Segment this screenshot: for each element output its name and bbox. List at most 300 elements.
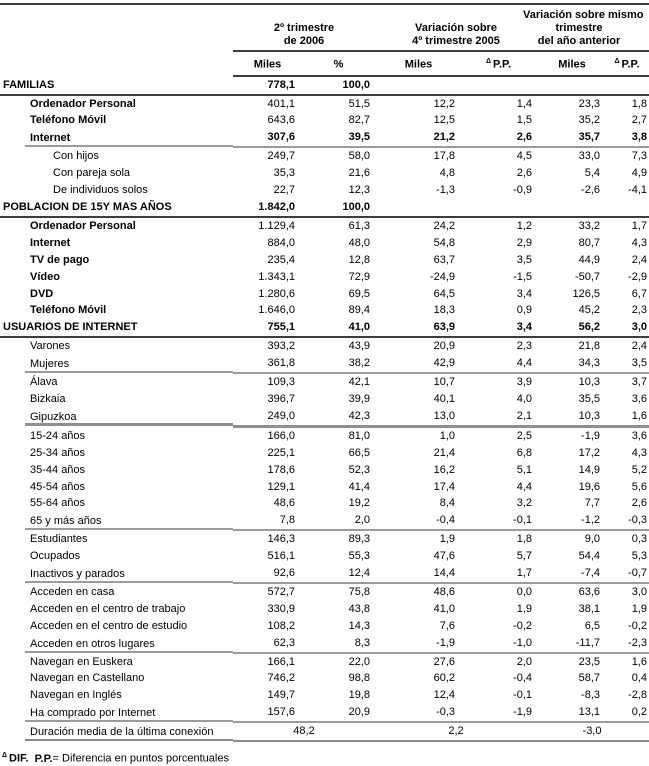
row-label: FAMILIAS [0,76,233,95]
cell-value: 34,3 [537,355,605,373]
table-row [0,565,649,583]
cell-value: 14,4 [375,565,460,583]
cell-value: 10,3 [537,408,605,426]
cell-value: 13,1 [537,704,605,722]
cell-value: 20,9 [300,704,375,722]
table-row [0,269,649,286]
cell-value [605,199,649,217]
cell-value: -24,9 [429,270,455,283]
cell-value: -2,8 [628,689,648,702]
cell-value: 17,8 [433,150,455,163]
cell-value: 1,7 [631,219,648,232]
cell-value: 225,1 [267,446,295,459]
row-label: DVD [30,287,54,300]
row-label: 45-54 años [30,480,86,493]
table-row [0,235,649,252]
cell-value: 149,7 [267,689,295,702]
cell-value: 16,2 [433,463,455,476]
cell-value: 40,1 [433,392,455,405]
cell-value: 396,7 [267,392,295,405]
row-label: Teléfono Móvil [30,304,107,317]
cell-value: 1,9 [631,602,648,615]
cell-value: 2,0 [516,655,533,668]
cell-value: -11,7 [537,635,605,653]
cell-value: -3,0 [537,722,649,741]
row-label: TV de pago [30,253,90,266]
cell-value: 56,2 [537,319,605,337]
cell-value: 3,5 [605,355,649,373]
cell-value: 3,4 [460,319,537,337]
cell-value: 643,6 [267,114,295,127]
table-row [0,704,649,722]
cell-value: 42,3 [300,408,375,426]
cell-value: 572,7 [267,585,295,598]
row-label: Mujeres [0,355,233,373]
subheader-pp-2: $^\Delta$ P.P. [605,51,649,76]
table-row [0,462,649,479]
row-label: Ocupados [30,550,81,563]
cell-value: 4,4 [516,480,533,493]
cell-value: -0,3 [375,704,460,722]
cell-value: 12,8 [348,253,370,266]
row-label: Ha comprado por Internet [0,704,233,722]
table-row [0,129,649,147]
cell-value: 2,5 [516,429,533,442]
cell-value: 109,3 [267,376,295,389]
cell-value: 41,0 [300,319,375,337]
cell-value: 4,0 [516,392,533,405]
cell-value: 7,6 [439,619,455,632]
cell-value: 43,9 [348,340,370,353]
subheader-pct: % [300,51,375,76]
cell-value: -0,4 [375,512,460,530]
cell-value: 38,1 [578,602,601,615]
cell-value: 21,8 [578,340,601,353]
cell-value: 778,1 [233,76,300,95]
cell-value: 21,2 [375,129,460,147]
table-row [0,495,649,512]
cell-value: 9,0 [584,533,601,546]
cell-value: -1,9 [581,429,601,442]
cell-value: 8,3 [300,635,375,653]
cell-value: 14,3 [348,619,370,632]
cell-value: 52,3 [348,463,370,476]
cell-value [605,76,649,95]
table-body [0,76,649,741]
cell-value: 20,9 [433,340,455,353]
cell-value: 22,7 [273,184,295,197]
row-label: POBLACION DE 15Y MAS AÑOS [0,199,233,217]
cell-value: 54,8 [433,236,455,249]
cell-value: 58,0 [348,150,370,163]
delta-marker: Δ [614,58,620,65]
cell-value: 1,6 [605,408,649,426]
cell-value: 12,2 [433,97,455,110]
row-label: Gipuzkoa [0,408,233,426]
cell-value: 249,0 [233,408,300,426]
table-row [0,408,649,426]
cell-value: 98,8 [348,672,370,685]
cell-value: 126,5 [572,287,601,300]
cell-value: 401,1 [267,97,295,110]
cell-value: -1,3 [436,184,455,197]
cell-value: 1.129,4 [258,219,295,232]
cell-value: 1,4 [516,97,533,110]
cell-value: 2,6 [631,497,648,510]
cell-value: 1.646,0 [258,304,295,317]
cell-value: 0,0 [516,585,533,598]
row-label: Ordenador Personal [30,97,136,110]
row-label: Álava [30,376,58,389]
cell-value: -0,2 [513,619,533,632]
cell-value: 3,0 [631,585,648,598]
cell-value: 35,5 [578,392,601,405]
cell-value: -0,1 [460,512,537,530]
cell-value: 1,6 [631,655,648,668]
cell-value: 4,5 [516,150,533,163]
subheader-pp-1: $^\Delta$ P.P. [460,51,537,76]
cell-value: 23,5 [578,655,601,668]
table-row [0,217,649,235]
cell-value: 89,4 [348,304,370,317]
cell-value: -1,2 [537,512,605,530]
cell-value: -0,3 [605,512,649,530]
subheader-miles-1: Miles [233,51,300,76]
cell-value: 82,7 [348,114,370,127]
cell-value: 62,3 [233,635,300,653]
subheader-miles-2: Miles [375,51,460,76]
cell-value: 5,2 [631,463,648,476]
table-row [0,687,649,704]
cell-value: 35,3 [273,167,295,180]
cell-value: -1,5 [513,270,533,283]
subheader-miles-3: Miles [537,51,605,76]
cell-value: 1,8 [631,97,648,110]
table-row [0,252,649,269]
row-label: Duración media de la última conexión [0,722,233,741]
cell-value: 1,8 [516,533,533,546]
cell-value: 12,3 [348,184,370,197]
cell-value: 2,6 [516,167,533,180]
cell-value: 4,8 [439,167,455,180]
cell-value [537,199,605,217]
cell-value: 4,4 [460,355,537,373]
cell-value: 2,4 [631,253,648,266]
cell-value: 1,7 [460,565,537,583]
group-label-line: Variación sobre [415,22,497,34]
cell-value: 330,9 [267,602,295,615]
row-label: USUARIOS DE INTERNET [0,319,233,337]
cell-value: 7,8 [233,512,300,530]
cell-value: 2,1 [460,408,537,426]
cell-value: 19,2 [348,497,370,510]
cell-value: 129,1 [267,480,295,493]
row-label: Navegan en Euskera [30,655,133,668]
cell-value: 2,6 [460,129,537,147]
table-row [0,76,649,95]
table-row [0,286,649,303]
cell-value: 3,4 [516,287,533,300]
cell-value: 41,0 [433,602,455,615]
cell-value: 19,8 [348,689,370,702]
cell-value: 48,0 [348,236,370,249]
table-row [0,147,649,165]
footnote-term-pp: P.P. [34,752,53,765]
cell-value: 3,7 [631,376,648,389]
delta-marker: Δ [486,58,492,65]
cell-value: 54,4 [578,550,601,563]
column-group-header-row [0,4,649,51]
table-row [0,512,649,530]
cell-value: 1,2 [516,219,533,232]
cell-value: 2,9 [516,236,533,249]
table-row [0,355,649,373]
cell-value: 146,3 [267,533,295,546]
cell-value: 6,8 [516,446,533,459]
row-label: Internet [30,236,71,249]
cell-value: 0,2 [605,704,649,722]
row-label: Con hijos [53,150,99,163]
cell-value: 7,7 [584,497,601,510]
cell-value: -7,4 [537,565,605,583]
cell-value: 3,5 [516,253,533,266]
cell-value: 64,5 [433,287,455,300]
row-label: Acceden en otros lugares [0,635,233,653]
footnote-term-dif: DIF. [9,752,29,765]
statistics-table [0,3,649,742]
page [0,3,649,765]
cell-value: 7,3 [631,150,648,163]
table-row [0,337,649,355]
cell-value: 157,6 [233,704,300,722]
table-row [0,426,649,444]
cell-value [537,76,605,95]
cell-value: 44,9 [578,253,601,266]
table-row [0,391,649,408]
group-label-line: 2º trimestre [273,22,335,34]
cell-value: -1,9 [460,704,537,722]
cell-value: 47,6 [433,550,455,563]
cell-value: -2,6 [581,184,601,197]
cell-value: 27,6 [433,655,455,668]
cell-value: 1.280,6 [258,287,295,300]
cell-value: 307,6 [233,129,300,147]
cell-value: 746,2 [267,672,295,685]
cell-value: 75,8 [348,585,370,598]
cell-value: 5,7 [516,550,533,563]
cell-value: 361,8 [233,355,300,373]
column-group-var-same-quarter [523,4,649,51]
cell-value: 17,4 [433,480,455,493]
cell-value: 89,3 [348,533,370,546]
cell-value: 755,1 [233,319,300,337]
cell-value: 0,9 [516,304,533,317]
cell-value: -1,9 [375,635,460,653]
cell-value: 3,9 [516,376,533,389]
cell-value: -1,0 [460,635,537,653]
cell-value: 249,7 [267,150,295,163]
cell-value: -8,3 [581,689,601,702]
table-row [0,618,649,635]
cell-value: -0,4 [513,672,533,685]
cell-value: 69,5 [348,287,370,300]
row-label: Vídeo [30,270,60,283]
cell-value: 12,4 [433,689,455,702]
cell-value: 48,6 [433,585,455,598]
cell-value: 38,2 [300,355,375,373]
cell-value: 100,0 [300,199,375,217]
cell-value: -50,7 [574,270,601,283]
cell-value: 5,4 [584,167,601,180]
table-row [0,548,649,565]
cell-value: 6,5 [584,619,601,632]
cell-value: 33,0 [578,150,601,163]
cell-value: 4,9 [631,167,648,180]
table-row [0,445,649,462]
cell-value: 35,2 [578,114,601,127]
cell-value: 100,0 [300,76,375,95]
cell-value: 4,3 [631,446,648,459]
cell-value: 33,2 [578,219,601,232]
row-label: Acceden en el centro de estudio [30,619,188,632]
cell-value: 3,8 [605,129,649,147]
cell-value: 1,9 [516,602,533,615]
cell-value: 22,0 [348,655,370,668]
group-label-line: Variación sobre mismo [523,9,644,21]
cell-value: 55,3 [348,550,370,563]
cell-value: 14,9 [578,463,601,476]
row-label: Estudiantes [30,533,88,546]
cell-value: -0,1 [513,689,533,702]
cell-value: 63,6 [578,585,601,598]
cell-value: 42,9 [375,355,460,373]
column-group-var-q4-2005 [375,4,537,51]
cell-value: 1,0 [439,429,455,442]
group-label-line: trimestre [555,22,603,34]
cell-value: 1,5 [516,114,533,127]
corner-cell [0,4,233,76]
table-row [0,373,649,391]
table-row [0,112,649,129]
cell-value: 3,0 [605,319,649,337]
cell-value: 0,4 [631,672,648,685]
cell-value: 393,2 [267,340,295,353]
row-label: De individuos solos [53,184,148,197]
cell-value: -2,3 [605,635,649,653]
cell-value: 43,8 [348,602,370,615]
cell-value: 63,9 [375,319,460,337]
cell-value: 35,7 [537,129,605,147]
group-label-line: del año anterior [537,35,621,47]
cell-value: 5,3 [631,550,648,563]
cell-value: 2,7 [631,114,648,127]
cell-value: 4,3 [631,236,648,249]
cell-value: 10,7 [433,376,455,389]
cell-value: 39,9 [348,392,370,405]
cell-value: 21,4 [433,446,455,459]
cell-value: 1,9 [439,533,455,546]
row-label: Navegan en Inglés [30,689,122,702]
table-row [0,319,649,337]
cell-value: 5,6 [631,480,648,493]
row-label: 55-64 años [30,497,86,510]
cell-value: -0,7 [605,565,649,583]
row-label: 65 y más años [0,512,233,530]
cell-value: 235,4 [267,253,295,266]
cell-value: 2,3 [516,340,533,353]
table-row [0,635,649,653]
cell-value: 61,3 [348,219,370,232]
table-row [0,479,649,496]
cell-value: -0,2 [628,619,648,632]
cell-value [460,199,537,217]
cell-value: 23,3 [578,97,601,110]
cell-value: -2,9 [628,270,648,283]
cell-value [460,76,537,95]
table-row [0,722,649,741]
cell-value: 3,6 [631,392,648,405]
cell-value: 48,6 [273,497,295,510]
row-label: Ordenador Personal [30,219,136,232]
table-row [0,583,649,601]
cell-value: 884,0 [267,236,295,249]
cell-value: 51,5 [348,97,370,110]
cell-value: 12,5 [433,114,455,127]
cell-value: 92,6 [233,565,300,583]
cell-value: 39,5 [300,129,375,147]
cell-value [375,76,460,95]
cell-value: 2,4 [631,340,648,353]
row-label: Varones [30,340,71,353]
row-label: Internet [0,129,233,147]
cell-value: 58,7 [578,672,601,685]
row-label: Acceden en el centro de trabajo [30,602,186,615]
row-label: 15-24 años [30,429,86,442]
cell-value: 24,2 [433,219,455,232]
cell-value: 48,2 [233,722,375,741]
table-row [0,95,649,113]
cell-value: -0,9 [513,184,533,197]
cell-value: 13,0 [375,408,460,426]
cell-value: 178,6 [267,463,295,476]
cell-value: 66,5 [348,446,370,459]
table-row [0,530,649,548]
cell-value: 63,7 [433,253,455,266]
cell-value: 12,4 [300,565,375,583]
row-label: Inactivos y parados [0,565,233,583]
table-row [0,302,649,319]
table-row [0,165,649,182]
cell-value: 3,2 [516,497,533,510]
table-row [0,182,649,199]
cell-value: 17,2 [578,446,601,459]
cell-value: 8,4 [439,497,455,510]
cell-value: 10,3 [578,376,601,389]
cell-value [375,199,460,217]
cell-value: 72,9 [348,270,370,283]
row-label: 25-34 años [30,446,86,459]
cell-value: 1.842,0 [233,199,300,217]
cell-value: 42,1 [348,376,370,389]
cell-value: 2,0 [300,512,375,530]
row-label: 35-44 años [30,463,86,476]
group-label-line: 4º trimestre 2005 [412,35,500,47]
cell-value: 516,1 [267,550,295,563]
table-row [0,199,649,217]
cell-value: 108,2 [267,619,295,632]
cell-value: 45,2 [578,304,601,317]
cell-value: 166,1 [267,655,295,668]
